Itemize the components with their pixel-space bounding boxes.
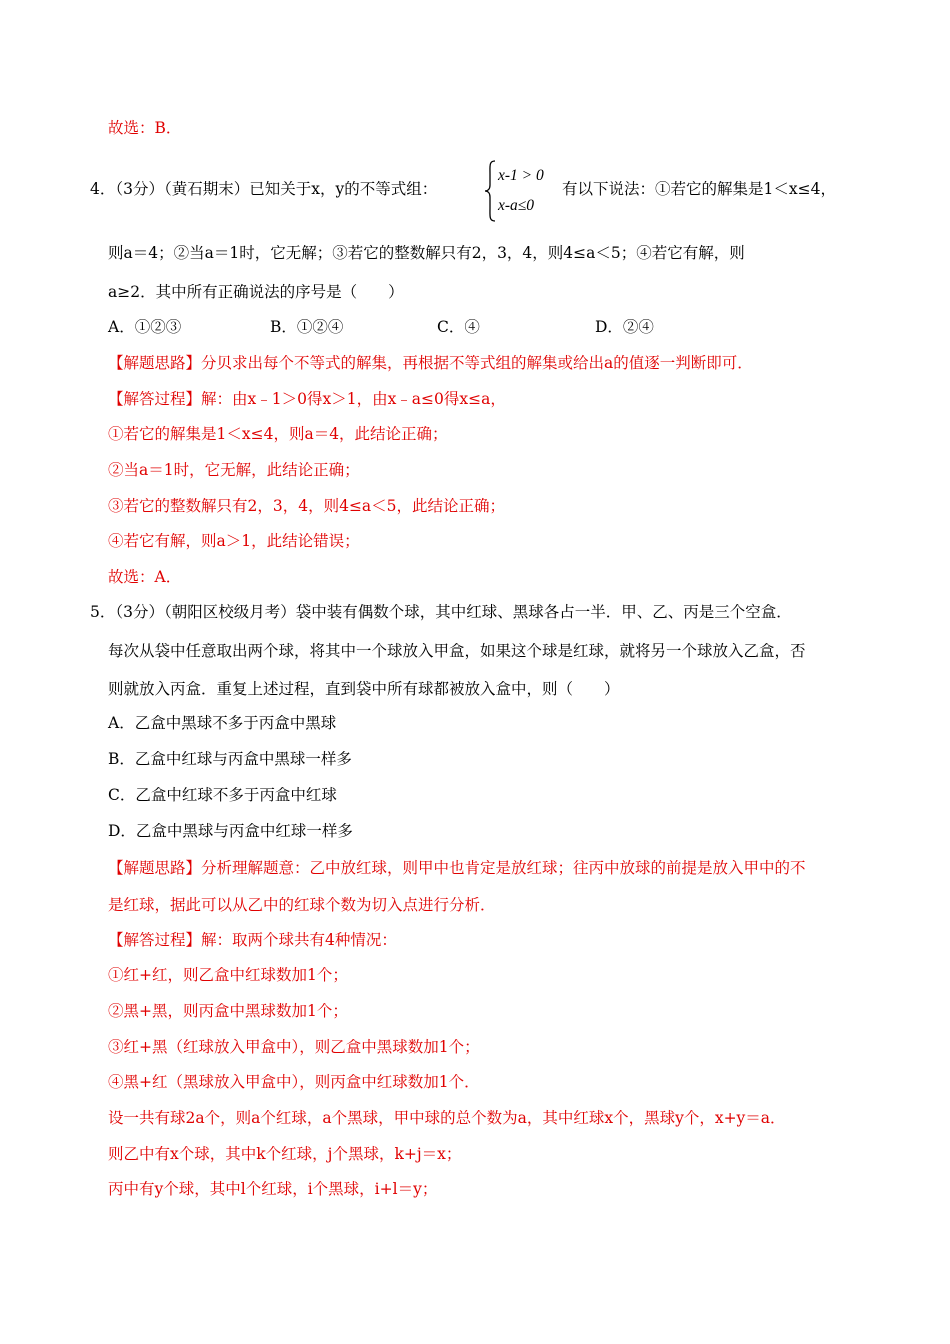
- q5-hint-line: 是红球，据此可以从乙中的红球个数为切入点进行分析．: [108, 896, 496, 914]
- q5-option-c: C．乙盒中红球不多于丙盒中红球: [108, 786, 337, 804]
- q4-stem-line-3: a≥2．其中所有正确说法的序号是（ ）: [108, 283, 404, 301]
- q5-stem-line: 则就放入丙盒．重复上述过程，直到袋中所有球都被放入盒中，则（ ）: [108, 680, 620, 698]
- q5-process-line: 丙中有y个球，其中l个红球，i个黑球，i+l＝y；: [108, 1180, 438, 1198]
- previous-answer: 故选：B．: [108, 119, 182, 137]
- q5-option-d: D．乙盒中黑球与丙盒中红球一样多: [108, 822, 353, 840]
- q5-process-line: ②黑+黑，则丙盒中黑球数加1个；: [108, 1002, 348, 1020]
- q4-option-b: B．①②④: [270, 318, 344, 336]
- q4-process-line: 【解答过程】解：由x﹣1＞0得x＞1，由x﹣a≤0得x≤a，: [108, 390, 506, 408]
- q4-process-line: ②当a＝1时，它无解，此结论正确；: [108, 461, 360, 479]
- q4-stem-line-2: 则a＝4；②当a＝1时，它无解；③若它的整数解只有2，3，4，则4≤a＜5；④若它有解，则: [108, 244, 745, 262]
- q4-process-line: ④若它有解，则a＞1，此结论错误；: [108, 532, 360, 550]
- q4-option-d: D．②④: [595, 318, 654, 336]
- q4-stem-suffix: 有以下说法：①若它的解集是1＜x≤4，: [562, 180, 836, 198]
- q5-hint-line: 【解题思路】分析理解题意：乙中放红球，则甲中也肯定是放红球；往丙中放球的前提是放入甲中的不: [108, 859, 806, 877]
- q4-answer: 故选：A．: [108, 568, 182, 586]
- q5-process-line: 设一共有球2a个，则a个红球，a个黑球，甲中球的总个数为a，其中红球x个，黑球y个，x+y＝a．: [108, 1109, 786, 1127]
- q4-stem-prefix: 4．（3分）（黄石期末）已知关于x，y的不等式组：: [90, 180, 438, 198]
- q5-process-line: ①红+红，则乙盒中红球数加1个；: [108, 966, 348, 984]
- q4-option-c: C．④: [437, 318, 480, 336]
- q5-option-b: B．乙盒中红球与丙盒中黑球一样多: [108, 750, 352, 768]
- q5-process-line: ④黑+红（黑球放入甲盒中），则丙盒中红球数加1个．: [108, 1073, 480, 1091]
- inequality-1: x-1 > 0: [498, 167, 544, 184]
- q4-process-line: ③若它的整数解只有2，3，4，则4≤a＜5，此结论正确；: [108, 497, 506, 515]
- q5-stem-line: 每次从袋中任意取出两个球，将其中一个球放入甲盒，如果这个球是红球，就将另一个球放入乙盒，否: [108, 642, 806, 660]
- q5-process-line: ③红+黑（红球放入甲盒中），则乙盒中黑球数加1个；: [108, 1038, 480, 1056]
- q5-process-line: 则乙中有x个球，其中k个红球，j个黑球，k+j＝x；: [108, 1145, 462, 1163]
- q5-option-a: A．乙盒中黑球不多于丙盒中黑球: [108, 714, 337, 732]
- q4-hint: 【解题思路】分贝求出每个不等式的解集，再根据不等式组的解集或给出a的值逐一判断即可．: [108, 354, 753, 372]
- q4-process-line: ①若它的解集是1＜x≤4，则a＝4，此结论正确；: [108, 425, 448, 443]
- q5-process-line: 【解答过程】解：取两个球共有4种情况：: [108, 931, 397, 949]
- q4-option-a: A．①②③: [108, 318, 182, 336]
- inequality-2: x-a≤0: [498, 197, 535, 214]
- q5-stem-line: 5．（3分）（朝阳区校级月考）袋中装有偶数个球，其中红球、黑球各占一半．甲、乙、丙是三个空盒．: [90, 603, 792, 621]
- inequality-system: [484, 160, 562, 222]
- left-brace-icon: [484, 160, 496, 222]
